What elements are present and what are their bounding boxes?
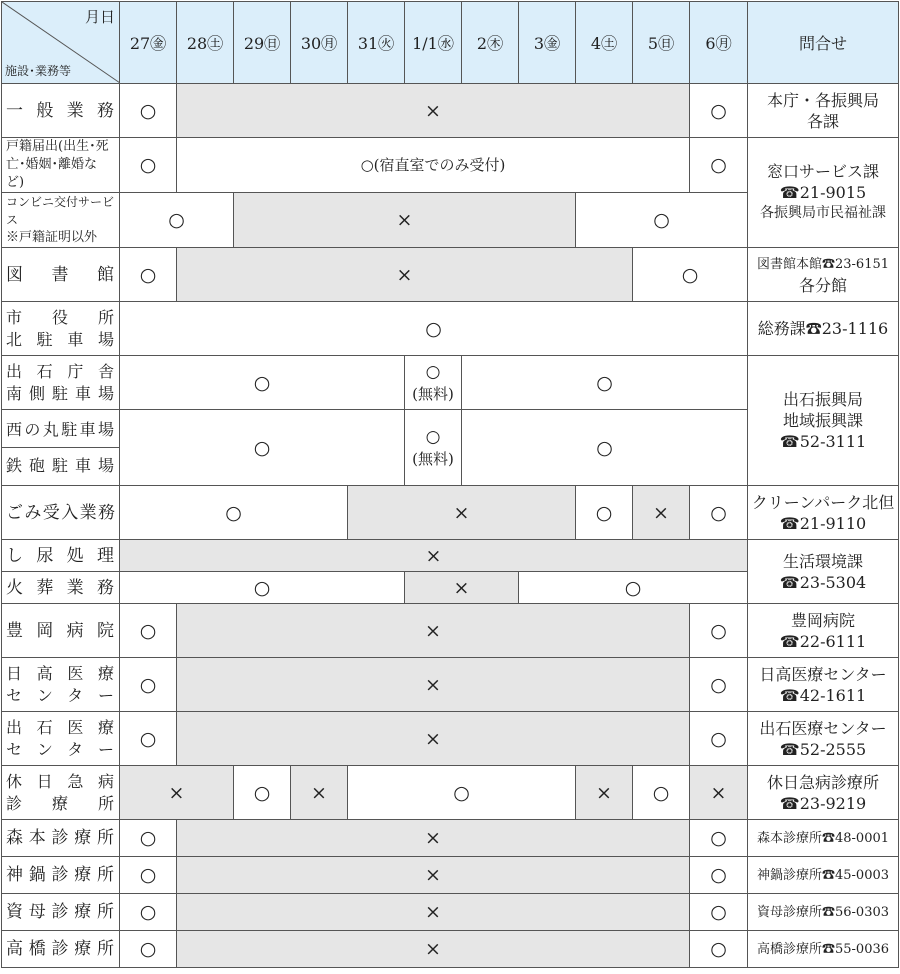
status-open: ○ — [120, 248, 177, 302]
inquiry-cell: 出石医療センター ☎52-2555 — [748, 712, 899, 766]
status-closed: × — [120, 766, 234, 820]
table-row — [2, 604, 899, 658]
status-closed: × — [177, 931, 690, 968]
inquiry-cell: 資母診療所☎56-0303 — [748, 894, 899, 931]
table-row — [2, 486, 899, 540]
inquiry-cell: 出石振興局 地域振興課 ☎52-3111 — [748, 356, 899, 486]
status-open: ○ — [120, 486, 348, 540]
status-closed: × — [690, 766, 748, 820]
inquiry-cell: 総務課☎23-1116 — [748, 302, 899, 356]
inquiry-cell: 森本診療所☎48-0001 — [748, 820, 899, 857]
facility-label: ごみ受入業務 — [2, 486, 120, 540]
status-open: ○ — [690, 712, 748, 766]
table-row — [2, 540, 899, 572]
status-open: ○ — [120, 894, 177, 931]
status-open: ○ — [120, 193, 234, 248]
inquiry-cell: クリーンパーク北但 ☎21-9110 — [748, 486, 899, 540]
date-header-28: 28㊏ — [177, 2, 234, 84]
status-open: ○ — [120, 931, 177, 968]
status-open: ○ — [690, 931, 748, 968]
status-open: ○ — [234, 766, 291, 820]
status-closed: × — [234, 193, 576, 248]
status-open: ○ — [120, 658, 177, 712]
status-night-desk-only: ○(宿直室でのみ受付) — [177, 138, 690, 193]
date-header-3: 3㊎ — [519, 2, 576, 84]
facility-label: 資母診療所 — [2, 894, 120, 931]
status-closed: × — [177, 712, 690, 766]
table-row — [2, 766, 899, 820]
facility-label: 森本診療所 — [2, 820, 120, 857]
status-open: ○ — [462, 356, 748, 410]
date-header-5: 5㊐ — [633, 2, 690, 84]
date-header-30: 30㊊ — [291, 2, 348, 84]
table-row — [2, 356, 899, 410]
status-open: ○ — [690, 857, 748, 894]
facility-label: 図書館 — [2, 248, 120, 302]
status-open: ○ — [120, 302, 748, 356]
status-closed: × — [405, 572, 519, 604]
table-row — [2, 658, 899, 712]
facility-label: 日高医療 センター — [2, 658, 120, 712]
status-open: ○ — [690, 84, 748, 138]
inquiry-cell: 生活環境課 ☎23-5304 — [748, 540, 899, 604]
inquiry-cell: 豊岡病院 ☎22-6111 — [748, 604, 899, 658]
status-closed: × — [177, 894, 690, 931]
status-closed: × — [177, 248, 633, 302]
table-row — [2, 84, 899, 138]
status-open: ○ — [120, 138, 177, 193]
facility-label: 出石医療 センター — [2, 712, 120, 766]
table-row — [2, 302, 899, 356]
facility-label: 火葬業務 — [2, 572, 120, 604]
status-open: ○ — [633, 766, 690, 820]
corner-facility-label: 施設･業務等 — [5, 64, 72, 78]
corner-header-cell — [2, 2, 120, 84]
facility-label: コンビニ交付サービス ※戸籍証明以外 — [2, 193, 120, 248]
status-open: ○ — [690, 658, 748, 712]
status-closed: × — [177, 604, 690, 658]
date-header-6: 6㊊ — [690, 2, 748, 84]
date-header-1-1: 1/1㊌ — [405, 2, 462, 84]
status-open: ○ — [519, 572, 748, 604]
table-row — [2, 857, 899, 894]
inquiry-cell: 休日急病診療所 ☎23-9219 — [748, 766, 899, 820]
status-closed: × — [576, 766, 633, 820]
status-closed: × — [177, 84, 690, 138]
status-open: ○ — [690, 604, 748, 658]
date-header-29: 29㊐ — [234, 2, 291, 84]
status-closed: × — [177, 857, 690, 894]
table-row — [2, 894, 899, 931]
status-open: ○ — [120, 410, 405, 486]
facility-label: 西の丸駐車場 鉄砲駐車場 — [2, 410, 120, 486]
status-open: ○ — [576, 193, 748, 248]
status-closed: × — [177, 820, 690, 857]
date-header-2: 2㊍ — [462, 2, 519, 84]
status-closed: × — [120, 540, 748, 572]
status-open: ○ — [120, 84, 177, 138]
status-open: ○ — [576, 486, 633, 540]
status-open: ○ — [120, 857, 177, 894]
table-row — [2, 931, 899, 968]
inquiry-cell: 高橋診療所☎55-0036 — [748, 931, 899, 968]
inquiry-cell: 図書館本館☎23-6151 各分館 — [748, 248, 899, 302]
status-open-free: ○ (無料) — [405, 410, 462, 486]
status-open: ○ — [690, 138, 748, 193]
status-closed: × — [291, 766, 348, 820]
facility-label: 出石庁舎 南側駐車場 — [2, 356, 120, 410]
table-row — [2, 820, 899, 857]
inquiry-cell: 日高医療センター ☎42-1611 — [748, 658, 899, 712]
date-header-31: 31㊋ — [348, 2, 405, 84]
status-open: ○ — [462, 410, 748, 486]
table-row — [2, 138, 899, 193]
status-closed: × — [348, 486, 576, 540]
facility-label: 休日急病 診療所 — [2, 766, 120, 820]
status-open: ○ — [633, 248, 748, 302]
year-end-holiday-schedule-table — [1, 1, 899, 968]
status-open: ○ — [690, 894, 748, 931]
date-header-4: 4㊏ — [576, 2, 633, 84]
corner-date-label: 月日 — [84, 8, 115, 26]
date-header-27: 27㊎ — [120, 2, 177, 84]
status-open: ○ — [120, 820, 177, 857]
facility-label: 神鍋診療所 — [2, 857, 120, 894]
inquiry-cell: 本庁・各振興局 各課 — [748, 84, 899, 138]
table-row — [2, 712, 899, 766]
table-row — [2, 248, 899, 302]
inquiry-cell: 神鍋診療所☎45-0003 — [748, 857, 899, 894]
facility-label: 高橋診療所 — [2, 931, 120, 968]
status-open: ○ — [120, 356, 405, 410]
facility-label: 市役所 北駐車場 — [2, 302, 120, 356]
status-open: ○ — [120, 712, 177, 766]
facility-label: し尿処理 — [2, 540, 120, 572]
status-open: ○ — [690, 820, 748, 857]
status-open: ○ — [690, 486, 748, 540]
status-open-free: ○ (無料) — [405, 356, 462, 410]
status-open: ○ — [120, 604, 177, 658]
status-closed: × — [633, 486, 690, 540]
inquiry-cell: 窓口サービス課 ☎21-9015 各振興局市民福祉課 — [748, 138, 899, 248]
facility-label: 戸籍届出(出生･死 亡･婚姻･離婚など) — [2, 138, 120, 193]
status-open: ○ — [120, 572, 405, 604]
facility-label: 一般業務 — [2, 84, 120, 138]
status-open: ○ — [348, 766, 576, 820]
facility-label: 豊岡病院 — [2, 604, 120, 658]
status-closed: × — [177, 658, 690, 712]
inquiry-header: 問合せ — [748, 2, 899, 84]
